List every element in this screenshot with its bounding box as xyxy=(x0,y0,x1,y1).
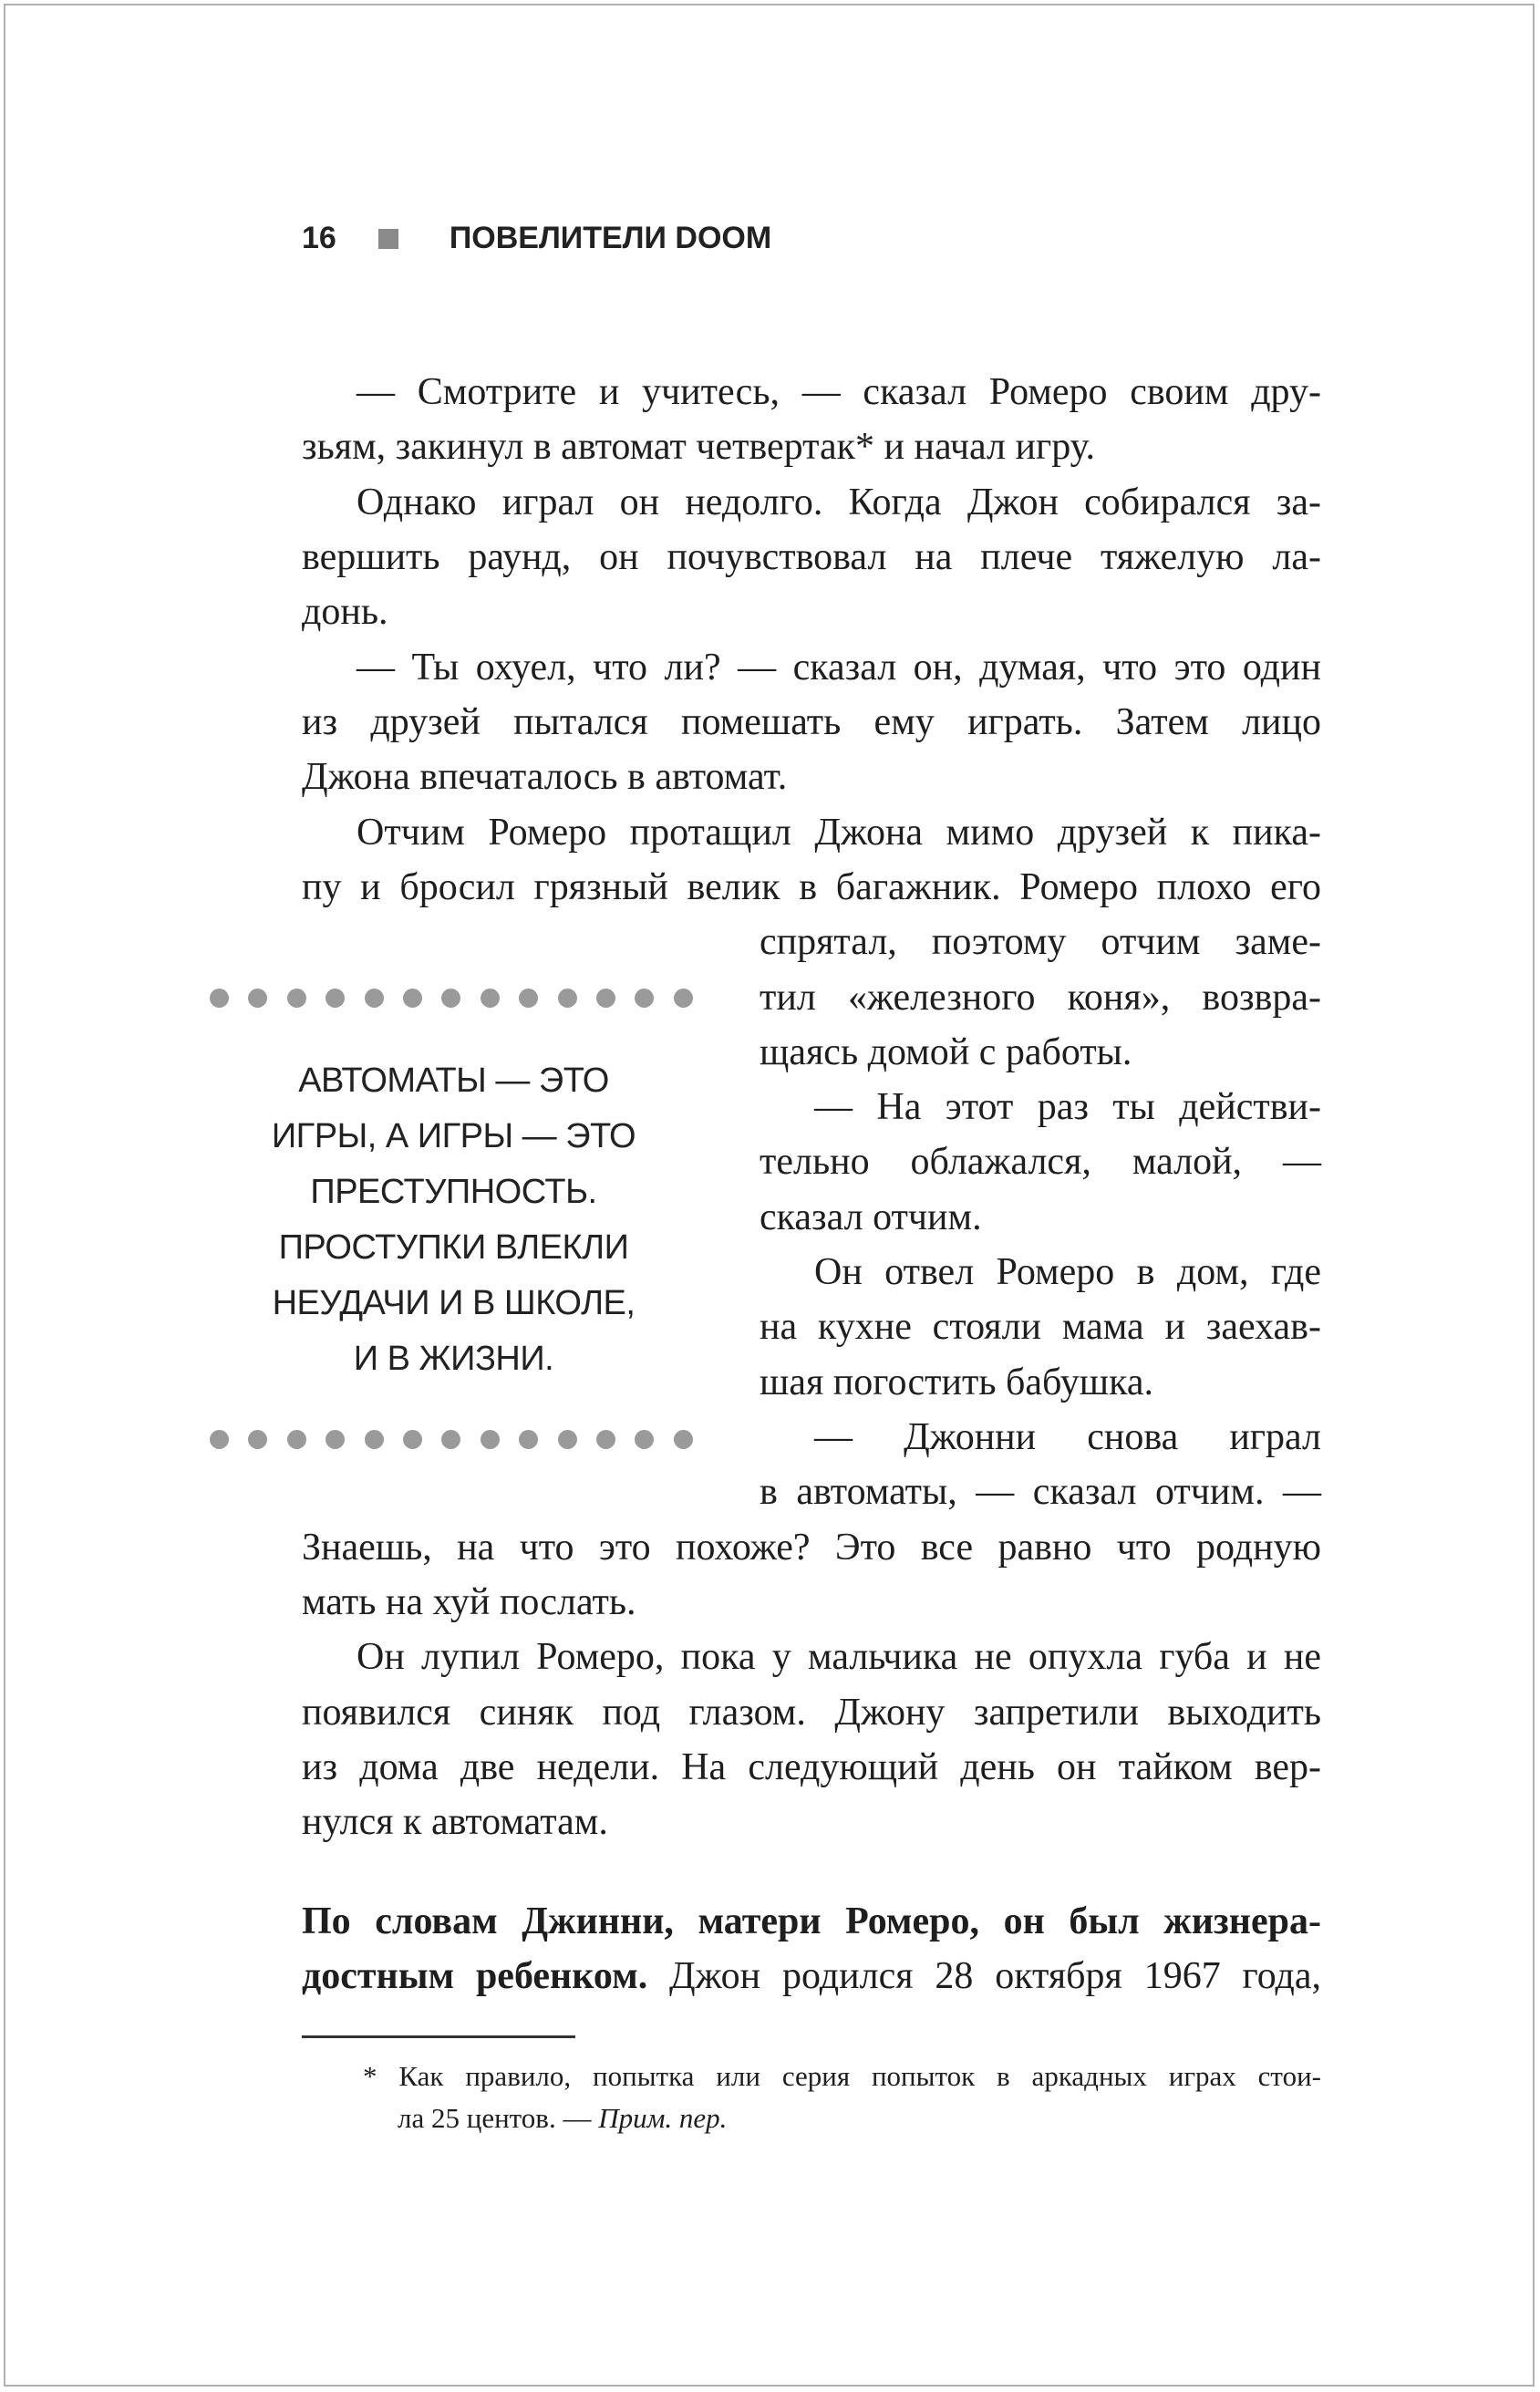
footnote-line: * Как правило, попытка или серия попыток в аркадных играх стои- xyxy=(363,2060,1321,2092)
body-line: Знаешь, на что это похоже? Это все равно что родную xyxy=(302,1527,1321,1569)
footnote-text: ла 25 центов. — xyxy=(398,2102,599,2134)
pull-quote-bottom-dots xyxy=(210,1430,693,1449)
pull-quote-line: ИГРЫ, А ИГРЫ — ЭТО xyxy=(271,1117,636,1155)
body-line: мать на хуй послать. xyxy=(302,1581,636,1623)
body-line: Однако играл он недолго. Когда Джон собирался за- xyxy=(357,482,1321,523)
body-line: в автоматы, — сказал отчим. — xyxy=(760,1471,1321,1513)
section-opening-bold: По словам Джинни, матери Ромеро, он был жизнера- xyxy=(302,1900,1321,1942)
body-line: пу и бросил грязный велик в багажник. Ромеро плохо его xyxy=(302,866,1321,908)
pull-quote-line: И В ЖИЗНИ. xyxy=(353,1340,554,1378)
square-bullet-icon xyxy=(378,229,398,249)
body-line: Он лупил Ромеро, пока у мальчика не опухла губа и не xyxy=(357,1636,1321,1678)
body-line: Отчим Ромеро протащил Джона мимо друзей к пика- xyxy=(357,812,1321,854)
pull-quote-line: НЕУДАЧИ И В ШКОЛЕ, xyxy=(272,1284,636,1322)
body-line: Джона впечаталось в автомат. xyxy=(302,756,788,798)
book-title: ПОВЕЛИТЕЛИ DOOM xyxy=(449,221,772,255)
section-regular-run: Джон родился 28 октября 1967 года, xyxy=(647,1955,1322,1997)
body-line: появился синяк под глазом. Джону запретили выходить xyxy=(302,1692,1321,1734)
pull-quote-line: ПРОСТУПКИ ВЛЕКЛИ xyxy=(278,1228,629,1267)
body-line: нулся к автоматам. xyxy=(302,1801,608,1843)
running-header xyxy=(302,221,771,256)
body-line: — На этот раз ты действи- xyxy=(814,1086,1321,1128)
footnote-rule xyxy=(302,2035,575,2038)
pull-quote-line: АВТОМАТЫ — ЭТО xyxy=(298,1061,609,1100)
body-line: тил «железного коня», возвра- xyxy=(760,977,1321,1019)
body-line: — Ты охуел, что ли? — сказал он, думая, что это один xyxy=(357,647,1321,689)
footnote-line xyxy=(398,2097,1417,2139)
body-line: донь. xyxy=(302,591,388,633)
body-line: шая погостить бабушка. xyxy=(760,1362,1154,1403)
body-line: Он отвел Ромеро в дом, где xyxy=(814,1251,1321,1293)
body-line: щаясь домой с работы. xyxy=(760,1031,1132,1073)
section-line xyxy=(302,1949,1321,2004)
section-bold-run: достным ребенком. xyxy=(302,1955,648,1997)
body-line: сказал отчим. xyxy=(760,1196,982,1238)
translator-note: Прим. пер. xyxy=(598,2102,728,2134)
body-line: вершить раунд, он почувствовал на плече тяжелую ла- xyxy=(302,536,1321,578)
body-line: спрятал, поэтому отчим заме- xyxy=(760,921,1321,963)
page-number: 16 xyxy=(302,221,336,255)
pull-quote-top-dots xyxy=(210,989,693,1008)
body-line: зьям, закинул в автомат четвертак* и начал игру. xyxy=(302,426,1095,468)
body-line: — Джонни снова играл xyxy=(814,1416,1321,1458)
pull-quote-line: ПРЕСТУПНОСТЬ. xyxy=(310,1173,597,1211)
body-line: — Смотрите и учитесь, — сказал Ромеро своим дру- xyxy=(357,371,1321,413)
body-line: из дома две недели. На следующий день он тайком вер- xyxy=(302,1746,1321,1788)
body-line: на кухне стояли мама и заехав- xyxy=(760,1306,1321,1348)
body-line: тельно облажался, малой, — xyxy=(760,1141,1321,1183)
body-line: из друзей пытался помешать ему играть. Затем лицо xyxy=(302,701,1321,743)
